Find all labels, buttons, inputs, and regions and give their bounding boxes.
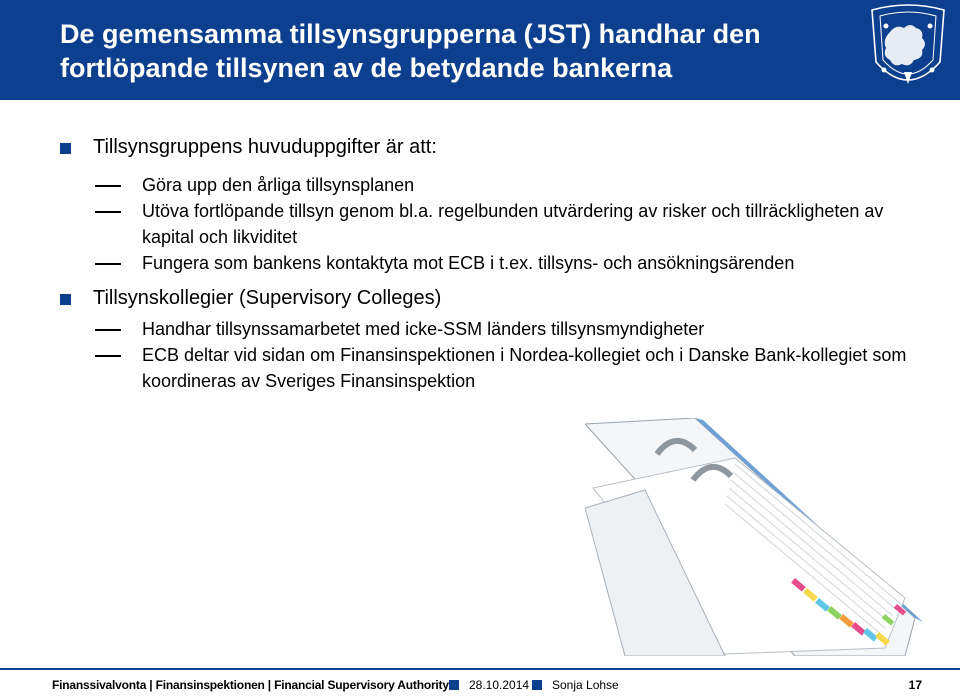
bullet-text: Tillsynskollegier (Supervisory Colleges): [93, 287, 442, 309]
square-bullet-icon: [532, 680, 542, 690]
bullet-text: Tillsynsgruppens huvuduppgifter är att:: [93, 136, 437, 158]
dash-bullet-icon: [95, 329, 121, 331]
dash-bullet-icon: [95, 263, 121, 265]
sub-bullet-text: ECB deltar vid sidan om Finansinspektionen i Nordea-kollegiet och i Danske Bank-kollegiet som koordineras av Sveriges Finansinspektion: [142, 345, 907, 391]
footer-divider: [0, 668, 960, 670]
page-number: 17: [908, 678, 922, 692]
slide-title: De gemensamma tillsynsgrupperna (JST) handhar den fortlöpande tillsynen av de betydande bankerna: [60, 19, 761, 83]
sub-bullet-text: Handhar tillsynssamarbetet med icke-SSM länders tillsynsmyndigheter: [142, 319, 705, 339]
sub-bullet-text: Utöva fortlöpande tillsyn genom bl.a. regelbunden utvärdering av risker och tillräckligheten av kapital och likviditet: [142, 201, 884, 247]
binder-with-documents-icon: [585, 418, 930, 656]
square-bullet-icon: [60, 143, 71, 154]
slide-header: [0, 0, 960, 100]
dash-bullet-icon: [95, 185, 121, 187]
square-bullet-icon: [449, 680, 459, 690]
footer-date: 28.10.2014: [469, 678, 530, 692]
finnish-lion-crest-icon: [860, 2, 956, 98]
dash-bullet-icon: [95, 355, 121, 357]
sub-bullet-text: Göra upp den årliga tillsynsplanen: [142, 175, 415, 195]
square-bullet-icon: [60, 294, 71, 305]
slide-footer: [0, 674, 960, 696]
sub-bullet-text: Fungera som bankens kontaktyta mot ECB i t.ex. tillsyns- och ansökningsärenden: [142, 253, 795, 273]
footer-organization: Finanssivalvonta | Finansinspektionen | Financial Supervisory Authority: [52, 678, 449, 692]
footer-author: Sonja Lohse: [552, 678, 619, 692]
dash-bullet-icon: [95, 211, 121, 213]
